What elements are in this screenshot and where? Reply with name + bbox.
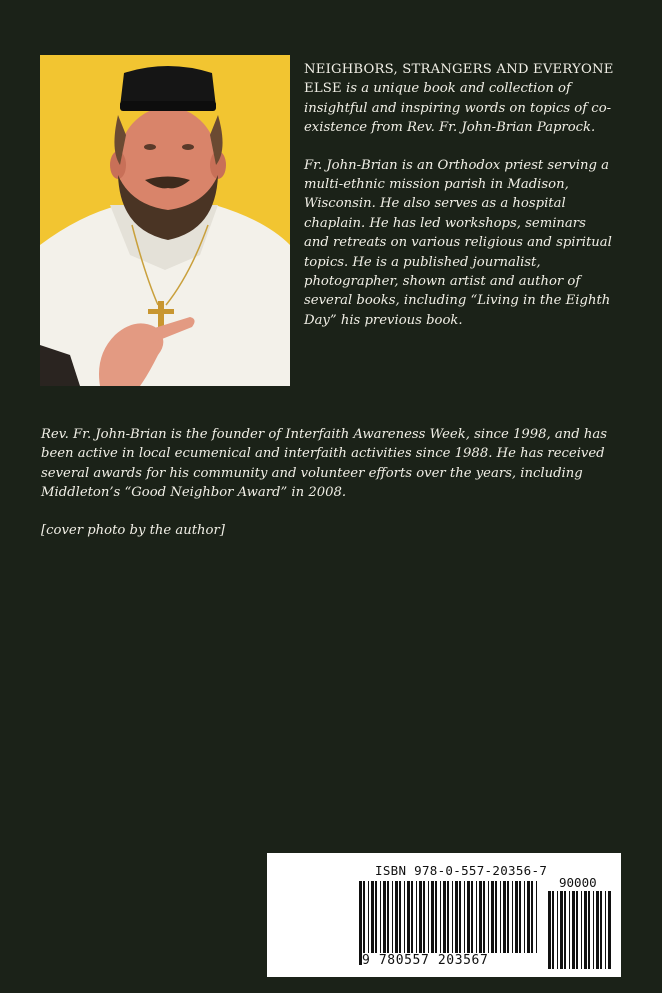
book-intro-paragraph — [304, 60, 614, 138]
barcode-bar — [608, 891, 611, 969]
author-achievements-text — [41, 425, 631, 558]
barcode-bar — [552, 891, 554, 969]
barcode-bar — [560, 891, 563, 969]
book-title-caps: NEIGHBORS, STRANGERS AND EVERYONE ELSE — [304, 62, 614, 97]
barcode-bar — [548, 891, 551, 969]
barcode-bar — [605, 891, 606, 969]
author-photo — [40, 55, 290, 386]
barcode-bar — [584, 891, 587, 969]
price-code: 90000 — [559, 875, 597, 890]
about-book-text — [304, 60, 614, 348]
barcode-bar — [564, 891, 566, 969]
barcode-bar — [576, 891, 578, 969]
barcode-bar — [569, 891, 570, 969]
barcode-bar — [572, 891, 575, 969]
barcode-bar — [600, 891, 602, 969]
interfaith-paragraph: Rev. Fr. John-Brian is the founder of Interfaith Awareness Week, since 1998, and has been active in local ecumenical and interfaith activities since 1988. He has received several awards for his community and volunteer efforts over the years, including Middleton’s “Good Neighbor Award” in 2008. — [41, 427, 607, 501]
barcode-bar — [588, 891, 590, 969]
barcode-bar — [581, 891, 582, 969]
photo-credit: [cover photo by the author] — [41, 522, 225, 538]
barcode-bar — [593, 891, 594, 969]
book-intro-text: is a unique book and collection of insightful and inspiring words on topics of co-existence from Rev. Fr. John-Brian Paprock. — [304, 81, 612, 136]
barcode-digits: 9 780557 203567 — [362, 953, 542, 968]
author-portrait-illustration — [40, 55, 290, 386]
author-bio-paragraph: Fr. John-Brian is an Orthodox priest serving a multi-ethnic mission parish in Madison, Wisconsin. He also serves as a hospital chaplain. He has led workshops, seminars and retreats on various religious and spiritual topics. He is a published journalist, photographer, shown artist and author of several books, including “Living in the Eighth Day” his previous book. — [304, 157, 612, 328]
barcode-bar — [557, 891, 558, 969]
isbn-label: ISBN 978-0-557-20356-7 — [375, 863, 548, 878]
isbn-barcode — [267, 853, 621, 977]
barcode-bar — [596, 891, 599, 969]
